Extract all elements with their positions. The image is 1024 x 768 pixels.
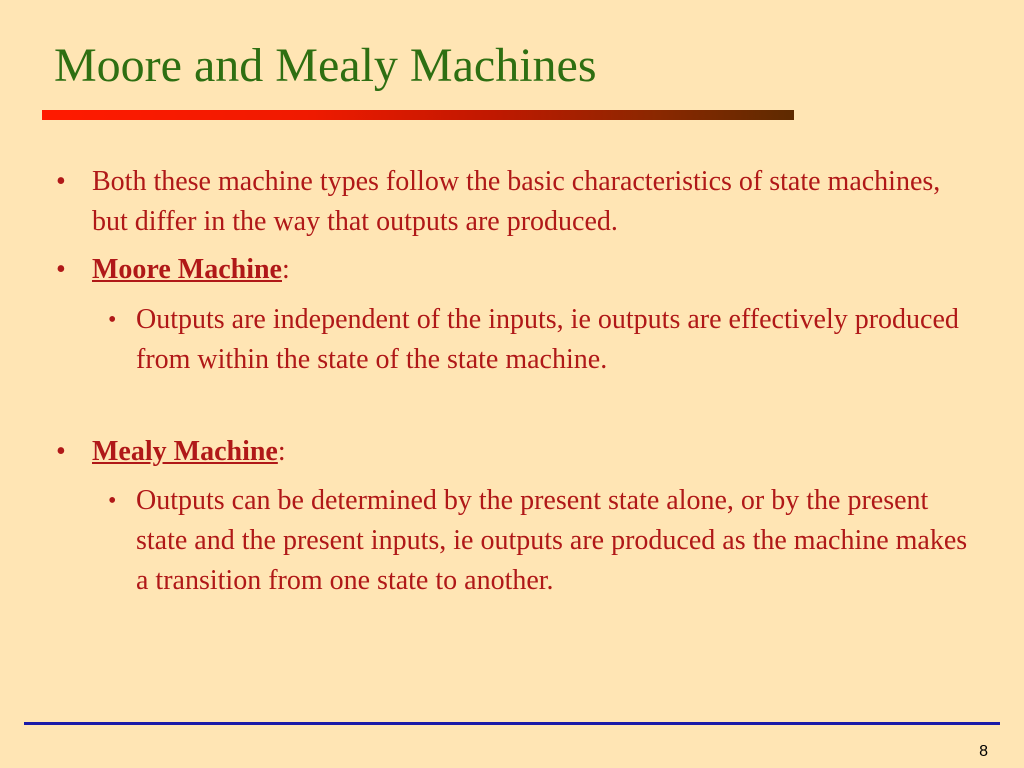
bullet-marker: •	[56, 436, 66, 467]
sub-bullet-mealy-description: Outputs can be determined by the present state alone, or by the present state and the present inputs, ie outputs are produced as the machine makes a transition from one state to another.	[136, 485, 968, 596]
moore-machine-term: Moore Machine	[92, 254, 282, 285]
bullet-marker: •	[56, 166, 66, 197]
page-number: 8	[979, 743, 988, 760]
sub-bullet-marker: •	[108, 488, 117, 514]
mealy-machine-term: Mealy Machine	[92, 436, 278, 467]
footer-divider	[24, 722, 1000, 725]
moore-machine-colon: :	[281, 254, 290, 285]
bullet-item-moore	[92, 250, 972, 290]
sub-bullet-marker: •	[108, 307, 117, 333]
sub-bullet-moore-description: Outputs are independent of the inputs, ie outputs are effectively produced from within the state of the state machine.	[136, 304, 959, 375]
slide-title: Moore and Mealy Machines	[54, 39, 597, 92]
mealy-machine-colon: :	[277, 436, 286, 467]
bullet-marker: •	[56, 254, 66, 285]
bullet-item-intro: Both these machine types follow the basic characteristics of state machines, but differ in the way that outputs are produced.	[92, 166, 941, 237]
bullet-item-mealy	[92, 432, 972, 472]
